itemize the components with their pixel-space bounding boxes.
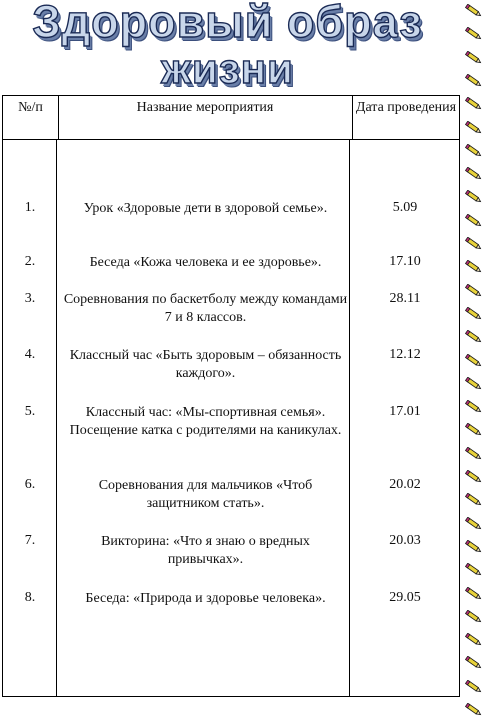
- table-body-cell: [3, 140, 460, 697]
- events-table: [2, 95, 460, 697]
- row-date: 17.01: [389, 404, 421, 419]
- pencil-icon: [465, 447, 483, 461]
- pencil-icon: [465, 27, 483, 41]
- pencil-icon: [465, 214, 483, 228]
- row-event-name: Викторина: «Что я знаю о вредных привычках».: [101, 534, 310, 567]
- pencil-icon: [465, 190, 483, 204]
- pencil-icon: [465, 51, 483, 65]
- pencil-icon: [465, 656, 483, 670]
- row-date: 29.05: [389, 590, 421, 605]
- header-event-name: Название мероприятия: [59, 96, 353, 140]
- page-title: Здоровый образ: [32, 0, 423, 47]
- pencil-icon: [465, 517, 483, 531]
- row-date: 17.10: [389, 254, 421, 269]
- pencil-icon: [465, 610, 483, 624]
- pencil-icon: [465, 97, 483, 111]
- row-event-name: Соревнования по баскетболу между командами 7 и 8 классов.: [63, 292, 348, 325]
- pencil-icon: [465, 307, 483, 321]
- pencil-icon: [465, 540, 483, 554]
- row-event-name: Урок «Здоровые дети в здоровой семье».: [83, 201, 328, 216]
- row-event-name: Классный час «Быть здоровым – обязанность каждого».: [69, 348, 342, 381]
- row-event-name: Беседа «Кожа человека и ее здоровье».: [89, 255, 322, 270]
- pencil-icon: [465, 237, 483, 251]
- pencil-icon: [465, 121, 483, 135]
- pencil-icon: [465, 493, 483, 507]
- pencil-icon: [465, 377, 483, 391]
- table-header-row: [3, 96, 460, 140]
- pencil-icon: [465, 680, 483, 694]
- row-date: 5.09: [392, 200, 418, 215]
- pencil-icon: [465, 633, 483, 647]
- pencil-icon: [465, 470, 483, 484]
- row-event-name: Классный час: «Мы-спортивная семья». Посещение катка с родителями на каникулах.: [69, 405, 342, 438]
- pencil-icon: [465, 167, 483, 181]
- pencil-icon: [465, 144, 483, 158]
- row-number: 4.: [24, 347, 36, 362]
- row-number: 1.: [24, 200, 36, 215]
- row-number: 3.: [24, 291, 36, 306]
- row-number: 6.: [24, 477, 36, 492]
- page-subtitle: жизни: [161, 45, 294, 92]
- row-number: 8.: [24, 590, 36, 605]
- pencil-icon: [465, 423, 483, 437]
- pencil-icon: [465, 330, 483, 344]
- row-number: 7.: [24, 533, 36, 548]
- column-divider: [349, 140, 350, 696]
- row-event-name: Соревнования для мальчиков «Чтоб защитником стать».: [98, 478, 313, 511]
- table-body: [3, 140, 460, 697]
- pencil-icon: [465, 284, 483, 298]
- pencil-icon: [465, 74, 483, 88]
- row-date: 20.02: [389, 477, 421, 492]
- header-number: №/п: [3, 96, 59, 140]
- pencil-icon: [465, 703, 483, 717]
- pencil-icon: [465, 400, 483, 414]
- row-date: 28.11: [389, 291, 421, 306]
- pencil-icon: [465, 587, 483, 601]
- pencil-icon: [465, 563, 483, 577]
- row-event-name: Беседа: «Природа и здоровье человека».: [85, 591, 326, 606]
- row-number: 5.: [24, 404, 36, 419]
- table-rows: [3, 140, 459, 696]
- header-date: Дата проведения: [353, 96, 460, 140]
- pencil-icon: [465, 4, 483, 18]
- row-number: 2.: [24, 254, 36, 269]
- decorative-pencil-border: [463, 0, 485, 720]
- row-date: 12.12: [389, 347, 421, 362]
- pencil-icon: [465, 260, 483, 274]
- row-date: 20.03: [389, 533, 421, 548]
- pencil-icon: [465, 354, 483, 368]
